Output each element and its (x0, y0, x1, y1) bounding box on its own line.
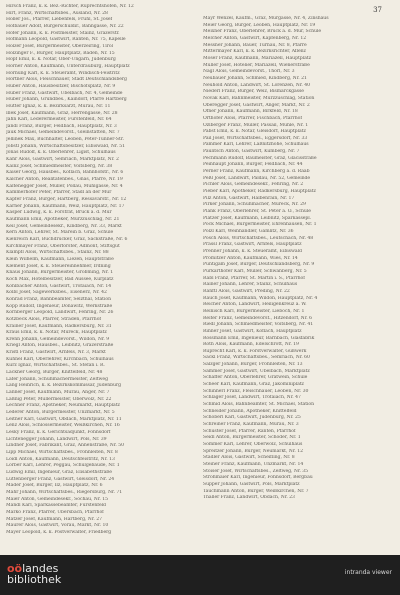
entry-line: Peinhaupt Johann, Bürger, Feldbach, Nr. 44 (203, 162, 303, 168)
entry-line: Hütter Ignaz, k. k. Bezirksarzt, Murau, Nr. 11 (6, 103, 111, 109)
entry-line: Roth Alois, Kaufmann, Edelschrott, Nr. 19 (203, 342, 299, 348)
entry-line: Reicher Anton, Landwirt, Heiligenkreuz a. W. (203, 302, 307, 308)
entry-line: Koch Max, Hotelbesitzer, Bad Aussee, Kurplatz (6, 276, 114, 282)
entry-line: Jandl Franz, Bürger, Feldbach, Hauptplatz, Nr. 3 (6, 123, 117, 129)
entry-line: Reinisch Karl, Bürgermeister, Lieboch, Nr. 1 (203, 308, 305, 314)
viewer-label[interactable]: intranda viewer (344, 569, 392, 576)
entry-line: Reiter Franz, Gemeindevorst., Hitzendorf, Nr. 6 (203, 315, 312, 321)
entry-line: Kaltenegger Josef, Müller, Pöllau, Mühlgasse, Nr. 4 (6, 183, 123, 189)
entry-line: Lederer Anton, Bürgermeister, Unzmarkt, Nr. 5 (6, 410, 115, 416)
entry-line: Lindner Josef, Fabrikant, Graz, Annenstraße, Nr. 50 (6, 443, 124, 449)
entry-line: Höller Jos., Pfarrer, Liebenfels, Frühl, St. Josef (6, 17, 113, 23)
entry-line: Kasper Ludwig, k. k. Forstrat, Bruck a. d. Mur (6, 210, 112, 216)
entry-line: Lang Heinrich, k. k. Bezirkskommissär, Judenburg (6, 383, 121, 389)
entry-line: Neubauer Johann, Schmied, Kindberg, Nr. 21 (203, 75, 307, 81)
entry-line: Lesky Franz, k. k. Gerichtsadjunkt, Fohnsdorf (6, 430, 111, 435)
entry-line: Puntigam Josef, Bürger, Deutschlandsberg, Nr. 9 (203, 262, 315, 268)
entry-line: Ludwig Emil, Ingenieur, Graz, Elisabethstraße (6, 469, 112, 475)
entry-line: Kotzbeck Alois, Pfarrer, Straden, Pfarrhof (6, 316, 102, 322)
entry-line: Knaus Johann, Bürgermeister, Gröbming, Nr. 1 (6, 270, 114, 276)
entry-line: Orthofer Alois, Pfarrer, Fischbach, Pfarrhof (203, 115, 302, 121)
entry-line: Supper Johann, Gastwirt, Pöls, Marktplatz (203, 481, 300, 487)
entry-line: Kölbl Josef, Sägewerksbes., Eisenerz, Nr. 42 (6, 290, 107, 296)
page-number: 37 (373, 6, 382, 14)
entry-line: Platzer Josef, Kaufmann, Leibnitz, Sparkassepl. (203, 215, 312, 221)
entry-line: Klampfl Alois, Wirtschaftsbes., Stainz, Nr. 88 (6, 250, 109, 256)
entry-line: Pammer Karl, Lehrer, Laßnitzhöhe, Schulhaus (203, 142, 309, 148)
entry-line: Pieber Karl, Apotheker, Radkersburg, Hauptplatz (203, 189, 316, 195)
entry-line: Niederl Franz, Bürger, Weiz, Bismarckgasse (203, 89, 304, 95)
entry-line: Pilz Anton, Gastwirt, Halbenrain, Nr. 17 (203, 195, 295, 201)
entry-line: Hornung Karl, k. k. Steueramt, Windisch-Feistritz (6, 70, 120, 76)
entry-line: Prassl Franz, Gastwirt, Arnfels, Hauptplatz (203, 242, 302, 248)
entry-line: Huber Johann, Grundbes., Kaindorf, Pfarre Hartberg (6, 97, 127, 103)
entry-line: Mader Josef, Bürger, Ilz, Hauptplatz, Nr. 6 (6, 483, 103, 489)
entry-line: Luttenberger Franz, Gastwirt, Gleisdorf, Nr. 24 (6, 476, 115, 482)
entry-line: Kriegl Anton, Hausbes., Leibnitz, Grazerstraße (6, 343, 114, 349)
entry-line: Oberegger Josef, Gastwirt, Anger, Markt, Nr. 2 (203, 102, 310, 108)
entry-line: Kristl Franz, Gastwirt, Arnfels, Nr. 3, Markt (6, 350, 106, 356)
entry-line: Laßnig Peter, Müllermeister, Oberwölz, Nr. 22 (6, 396, 112, 402)
entry-line: Kornberger Leopold, Landwirt, Fehring, Nr. 26 (6, 310, 114, 316)
library-logo[interactable] (7, 563, 61, 585)
entry-line: Stadler Alois, Gastwirt, Scheifling, Nr. 8 (203, 455, 295, 461)
entry-line: Kern Anton, Lehrer, St. Marein b. Graz, Schule (6, 230, 114, 236)
entry-line: Schuster Josef, Pfarrer, Ranten, Pfarrhof (203, 428, 296, 434)
entry-line: Rabl Franz, Pfarrer, St. Martin i. S., Pfarrhof (203, 275, 305, 281)
entry-line: Ruprecht Karl, k. k. Forstverwalter, Gußwerk (203, 348, 307, 354)
entry-line: Holzinger F., Bürger, Hauptplatz, Baden, Nr. 15 (6, 50, 115, 56)
entry-line: Thaller Franz, Landwirt, Obdach, Nr. 23 (203, 495, 295, 501)
entry-line: Ozlberger Franz, Müller, Passail, Mühle, Nr. 1 (203, 122, 309, 128)
entry-line: Pabst Emil, k. k. Notar, Gleisdorf, Hauptplatz (203, 129, 306, 135)
entry-line: Kalcher Anton, Realitätenbes., Gnas, Pfarre, Nr. 19 (6, 177, 123, 183)
entry-line: Kraus Emil, k. k. Notar, Mureck, Hauptplatz (6, 330, 107, 336)
entry-line: Schneider Johann, Apotheker, Knittelfeld (203, 408, 297, 414)
entry-line: Lenz Alois, Schlossermeister, Weißkirchen, Nr. 16 (6, 423, 120, 429)
entry-line: Ranftl Alois, Gastwirt, Preding, Nr. 22 (203, 288, 290, 294)
entry-line: Konrad Franz, Bahnbeamter, Selzthal, Station (6, 296, 112, 302)
right-column (203, 16, 391, 501)
entry-line: Meier Georg, Bürger, Leoben, Hauptplatz, Nr. 19 (203, 22, 316, 28)
entry-line: Nagl Alois, Gemeindevorst., Thörl, Nr. 3 (203, 69, 295, 75)
entry-line: Hofer Johann, k. k. Postmeister, Stainz, Grazerstr. (6, 30, 120, 36)
entry-line: Hofbauer Adolf, Bürgerschuldir., Bahngasse, Nr. 22 (6, 23, 124, 29)
left-column (6, 4, 194, 536)
entry-line: Jellinek Max, Buchhalter, Leoben, Peter-Tunner-Str. (6, 137, 124, 143)
entry-line: Maier Anton, Gemeindesekr., Söchau, Nr. 15 (6, 496, 108, 502)
entry-line: Pichler Alois, Gemeindesekr., Fehring, Nr. 2 (203, 182, 304, 188)
entry-line: Schlager Josef, Landwirt, Trofaiach, Nr. 47 (203, 395, 301, 401)
entry-line: Hörtner Alois, Fleischhauer, Stadt Deutschlandsberg (6, 77, 127, 83)
entry-line: Kapfer Franz, Bürger, Hartberg, Ressavarstr., Nr. 12 (6, 197, 127, 203)
entry-line: Kühnel Karl, Oberlehrer, Kirchbach, Schulhaus (6, 356, 114, 362)
entry-line: Pölzl Karl, Weinhändler, Gamlitz, Nr. 36 (203, 229, 294, 234)
entry-line: Marko Franz, Pfarrer, Übersbach, Pfarrhof (6, 509, 104, 515)
entry-line: Rossmann Emil, Ingenieur, Bärnbach, Glasfabrik (203, 335, 315, 341)
entry-line: Hopf Emil, k. k. Notar, Ober-Ungarn, Judenburg (6, 57, 116, 63)
entry-line: Kaufmann Emil, Apotheker, Mürzzuschlag, Nr. 21 (6, 217, 120, 222)
entry-line: Pock Michael, Bürgermeister, Ehrenhausen, Nr. 1 (203, 222, 317, 228)
entry-line: Klein Wilhelm, Kaufmann, Liezen, Hauptstraße (6, 256, 114, 262)
entry-line: Lackner Georg, Bürger, Knittelfeld, Nr. 48 (6, 370, 103, 376)
entry-line: Kammerhofer Peter, Pfarrer, Stadl an der Mur (6, 190, 112, 196)
entry-line: Kaiser Georg, Hausbes., Köflach, Bahnhofstr., Nr. 6 (6, 170, 124, 176)
entry-line: Mahr Johann, Wirtschaftsbes., Riegersburg, Nr. 71 (6, 489, 123, 495)
entry-line: Peßl Josef, Landwirt, Paldau, Nr. 52, Gemeinde (203, 175, 311, 181)
entry-line: Schreiner Franz, Kaufmann, Murau, Nr. 3 (203, 422, 299, 428)
entry-line: Riedl Johann, Schmiedmeister, Voitsberg, Nr. 41 (203, 322, 314, 328)
entry-line: Kahr Alois, Gastwirt, Semriach, Marktplatz, Nr. 2 (6, 157, 119, 163)
entry-line: Keil Josef, Gemeindesekr., Kindberg, Nr. 33, Markt (6, 223, 122, 229)
entry-line: Ofner Johann, Kaufmann, Birkfeld, Nr. 18 (203, 109, 298, 115)
entry-line: Kohlbacher Anton, Gastwirt, Trofaiach, Nr. 14 (6, 283, 112, 289)
entry-line: Rinner Josef, Gastwirt, Köflach, Hauptplatz (203, 328, 302, 334)
entry-line: Mayr Wenzel, Kaufm., Graz, Murgasse, Nr. 4, Zinshaus (203, 16, 329, 21)
entry-line: Huber Anton, Hausbesitzer, Bischofsplatz, Nr. 9 (6, 83, 116, 89)
entry-line: Plank Franz, Oberlehrer, St. Peter a. O., Schule (203, 209, 311, 215)
entry-line: Mittermayer Karl, k. k. Bezirksrichter, Aflenz (203, 49, 306, 55)
entry-line: Jöbstl Johann, Wirtschaftsbesitzer, Eibiswald, Nr. 51 (6, 143, 126, 149)
entry-line: Kopp Rudolf, Ingenieur, Donawitz, Werkstraße (6, 303, 113, 309)
entry-line: Leitner Karl, Gastwirt, Obdach, Marktplatz, Nr. 11 (6, 416, 122, 422)
entry-line: Jahn Karl, Lederermeister, Fürstenfeld, Nr. 64 (6, 117, 112, 123)
entry-line: Promitzer Anton, Kaufmann, Wies, Nr. 14 (203, 255, 298, 261)
entry-line: Schöberl Karl, Gastwirt, Judenburg, Nr. 25 (203, 415, 301, 421)
entry-line: Lanner Josef, Kaufmann, Murau, Anger, Nr. 7 (6, 390, 110, 396)
entry-line: Horner Anton, Kaufmann, Unterdrauburg, Hauptplatz (6, 63, 130, 69)
entry-line: Schinnerl Franz, Fleischhauer, Leoben, Nr. 30 (203, 388, 309, 394)
entry-line: Lafer Johann, Schuhmachermeister, Zeltweg (6, 376, 108, 382)
entry-line: Kurz Ignaz, Wirtschaftsbes., St. Stefan i. R. (6, 363, 105, 369)
entry-line: Kienreich Karl, Buchdrucker, Graz, Sackstraße, Nr. 6 (6, 236, 128, 242)
entry-line: Rauch Josef, Kaufmann, Wildon, Hauptplatz, Nr. 4 (203, 295, 318, 301)
entry-line: Karner Johann, Kaufmann, Weiz, Hauptplatz, Nr. 17 (6, 203, 125, 209)
entry-line: Schmid Alois, Bahnbeamter, St. Michael, Station (203, 402, 315, 408)
entry-line: Jonas Rudolf, k. k. Oberlehrer, Ligist, Schulhaus (6, 150, 116, 156)
entry-line: Huber Franz, Gastwirt, Übelbach, Nr. 4, Gemeinde (6, 90, 123, 96)
entry-line: Prenner Johann, k. k. Steueramt, Eibiswald (203, 248, 302, 254)
entry-line: Melcher Anton, Gastwirt, Kapfenberg, Nr. 12 (203, 35, 307, 41)
entry-line: Pail Josef, Wirtschaftsbes., Eggersdorf, Nr. 33 (203, 135, 308, 141)
entry-line: Matzer Josef, Kaufmann, Hartberg, Nr. 27 (6, 516, 102, 522)
entry-line: Jauk Michael, Gemeindevorst., Gleinstätten, Nr. 7 (6, 130, 120, 136)
entry-line: Klement Josef, k. k. Steuereinnehmer, Irdning (6, 263, 111, 269)
entry-line: Purkarthofer Karl, Müller, Schwanberg, Nr. 5 (203, 268, 307, 274)
entry-line: Loidl Anton, Kaufmann, Deutschfeistritz, Nr. 13 (6, 456, 115, 462)
entry-line: Lipp Michael, Wirtschaftsbes., Frohnleiten, Nr. 8 (6, 449, 118, 455)
logo-prefix: oö (7, 562, 23, 575)
entry-line: Pirker Johann, Schuhmacher, Mureck, Nr. 29 (203, 202, 306, 208)
entry-line: Tauchmann Anton, Bürger, Weißkirchen, Nr. 7 (203, 488, 309, 494)
entry-line: Steiner Franz, Kaufmann, Unzmarkt, Nr. 14 (203, 461, 304, 467)
entry-line: Pechmann Rudolf, Baumeister, Graz, Glacisstraße (203, 155, 317, 161)
entry-line: Lechner Franz, Apotheker, Neumarkt, Hauptplatz (6, 403, 120, 409)
entry-line: Novak Karl, Bahnmeister, Mürzzuschlag, Station (203, 95, 315, 101)
entry-line: Sammer Josef, Gastwirt, Übelbach, Marktplatz (203, 368, 310, 374)
entry-line: Posch Alois, Wirtschaftsbes., Leutschach, Nr. 48 (203, 235, 314, 241)
entry-line: Seidl Anton, Bürgermeister, Schöder, Nr. 1 (203, 435, 301, 441)
entry-line: Meixner Franz, Oberlehrer, Bruck a. d. Mur, Schule (203, 29, 321, 35)
entry-line: Mandl Karl, Sparkassebeamter, Fürstenfeld (6, 503, 106, 509)
entry-line: Paulitsch Anton, Gastwirt, Kumberg, Nr. 7 (203, 149, 300, 155)
entry-line: Lorber Karl, Lehrer, Peggau, Schulgebäude, Nr. 1 (6, 463, 120, 469)
entry-line: Krainer Josef, Kaufmann, Radkersburg, Nr. 31 (6, 323, 112, 329)
entry-line: Neuhold Anton, Landwirt, St. Lorenzen, Nr. 40 (203, 82, 310, 88)
viewer-footer (0, 555, 400, 595)
entry-line: Mayer Leopold, k. k. Postverwalter, Friedberg (6, 529, 112, 535)
entry-line: Müller Josef, Hotelier, Mariazell, Wienerstraße (203, 62, 310, 68)
entry-line: Krenn Johann, Gemeindevorst., Wildon, Nr. 9 (6, 336, 110, 342)
entry-line: Hirsch Franz, k. k. Bez.-Richter, Ruprechtshofen, Nr. 12 (6, 4, 134, 9)
entry-line: Scheer Karl, Kaufmann, Graz, Jakominiplatz (203, 382, 304, 388)
entry-line: Kainz Josef, Schmiedmeister, Voitsberg, Nr. 38 (6, 163, 113, 169)
entry-line: Spreitzer Johann, Bürger, Neumarkt, Nr. 12 (203, 448, 303, 454)
entry-line: Kirchmayer Franz, Oberförster, Admont, Stiftsgut (6, 243, 120, 249)
logo-line2: bibliothek (7, 573, 62, 586)
logo-line1: landes (22, 562, 59, 575)
entry-line: Moser Franz, Kaufmann, Mariazell, Hauptplatz (203, 55, 311, 61)
entry-line: Illek Josef, Kaufmann, Graz, Herrengasse, Nr. 28 (6, 110, 118, 116)
entry-line: Lichtenegger Johann, Landwirt, Pöls, Nr. 39 (6, 436, 107, 442)
entry-line: Schaffer Anton, Oberlehrer, Gratwein, Schule (203, 375, 308, 381)
entry-line: Holzer Josef, Bürgermeister, Oberzeiring, Tirol (6, 43, 113, 49)
entry-line: Stoiser Josef, Wirtschaftsbes., Zeltweg, Nr. 35 (203, 468, 309, 474)
entry-line: Sackl Franz, Wirtschaftsbes., Semriach, Nr. 60 (203, 355, 310, 361)
entry-line: Hofmann Leopold, Gastwirt, Ranten, Nr. 75, Kapelle (6, 37, 126, 43)
entry-line: Maurer Alois, Gastwirt, Vorau, Markt, Nr. 10 (6, 523, 109, 529)
entry-line: Hirt, Franz, Wirtschaftsbes., Ausland, Nr. 28 (6, 10, 108, 16)
entry-line: Messner Johann, Bauer, Turnau, Nr. 8, Pfarre (203, 42, 307, 48)
entry-line: Sommer Karl, Lehrer, Oberwölz, Schulhaus (203, 442, 303, 447)
entry-line: Rainer Johann, Lehrer, Stainz, Schulhaus (203, 282, 298, 288)
entry-line: Perner Franz, Kaufmann, Kirchberg a. d. Raab (203, 169, 310, 175)
entry-line: Salzger Johann, Bürger, Frohnleiten, Nr. 13 (203, 362, 303, 368)
entry-line: Strohmaier Karl, Ingenieur, Fohnsdorf, Bergbau (203, 475, 313, 481)
